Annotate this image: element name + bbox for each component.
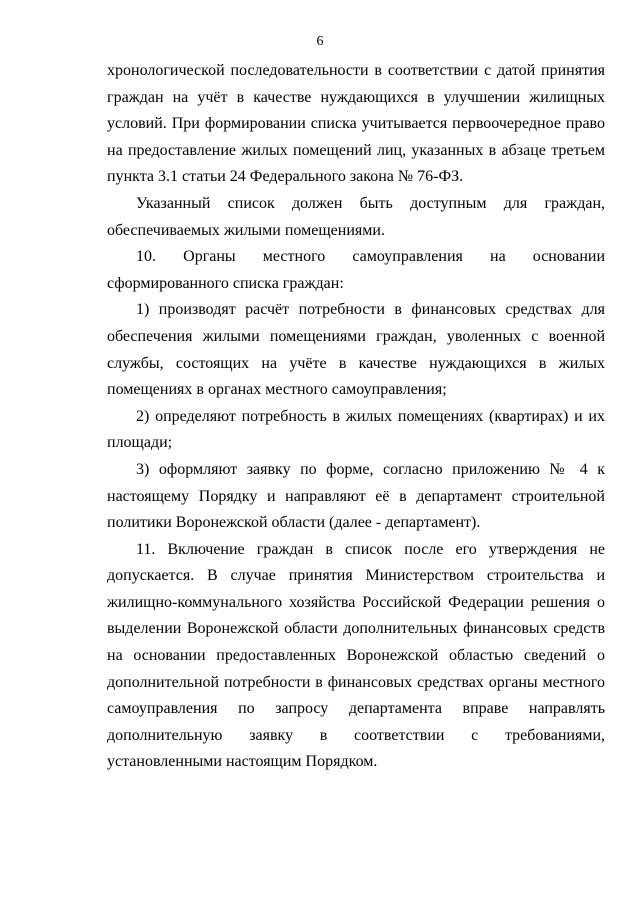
paragraph-list-availability: Указанный список должен быть доступным для граждан, обеспечиваемых жилыми помещениями. xyxy=(107,194,605,239)
paragraph-continuation: хронологической последовательности в соответствии с датой принятия граждан на учёт в качестве нуждающихся в улучшении жилищных условий. При формировании списка учитывается первоочередное право на предоставление жилых помещений лиц, указанных в абзаце третьем пункта 3.1 статьи 24 Федерального закона № 76-ФЗ. xyxy=(107,62,605,186)
page-number: 6 xyxy=(316,34,324,49)
paragraph-item-11: 11. Включение граждан в список после его утверждения не допускается. В случае принятия Министерством строительства и жилищно-коммунального хозяйства Российской Федерации решения о выделении Воронежской области дополнительных финансовых средств на основании предоставленных Воронежской областью сведений о дополнительной потребности в финансовых средствах органы местного самоуправления по запросу департамента вправе направлять дополнительную заявку в соответствии с требованиями, установленными настоящим Порядком. xyxy=(107,540,605,771)
paragraph-subitem-2: 2) определяют потребность в жилых помещениях (квартирах) и их площади; xyxy=(107,407,605,452)
paragraph-item-10: 10. Органы местного самоуправления на основании сформированного списка граждан: xyxy=(107,248,605,292)
document-body xyxy=(107,58,605,776)
paragraph-subitem-3: 3) оформляют заявку по форме, согласно приложению № 4 к настоящему Порядку и направляют её в департамент строительной политики Воронежской области (далее - департамент). xyxy=(107,460,605,532)
paragraph-subitem-1: 1) производят расчёт потребности в финансовых средствах для обеспечения жилыми помещениями граждан, уволенных с военной службы, состоящих на учёте в качестве нуждающихся в жилых помещениях в органах местного самоуправления; xyxy=(107,301,605,399)
